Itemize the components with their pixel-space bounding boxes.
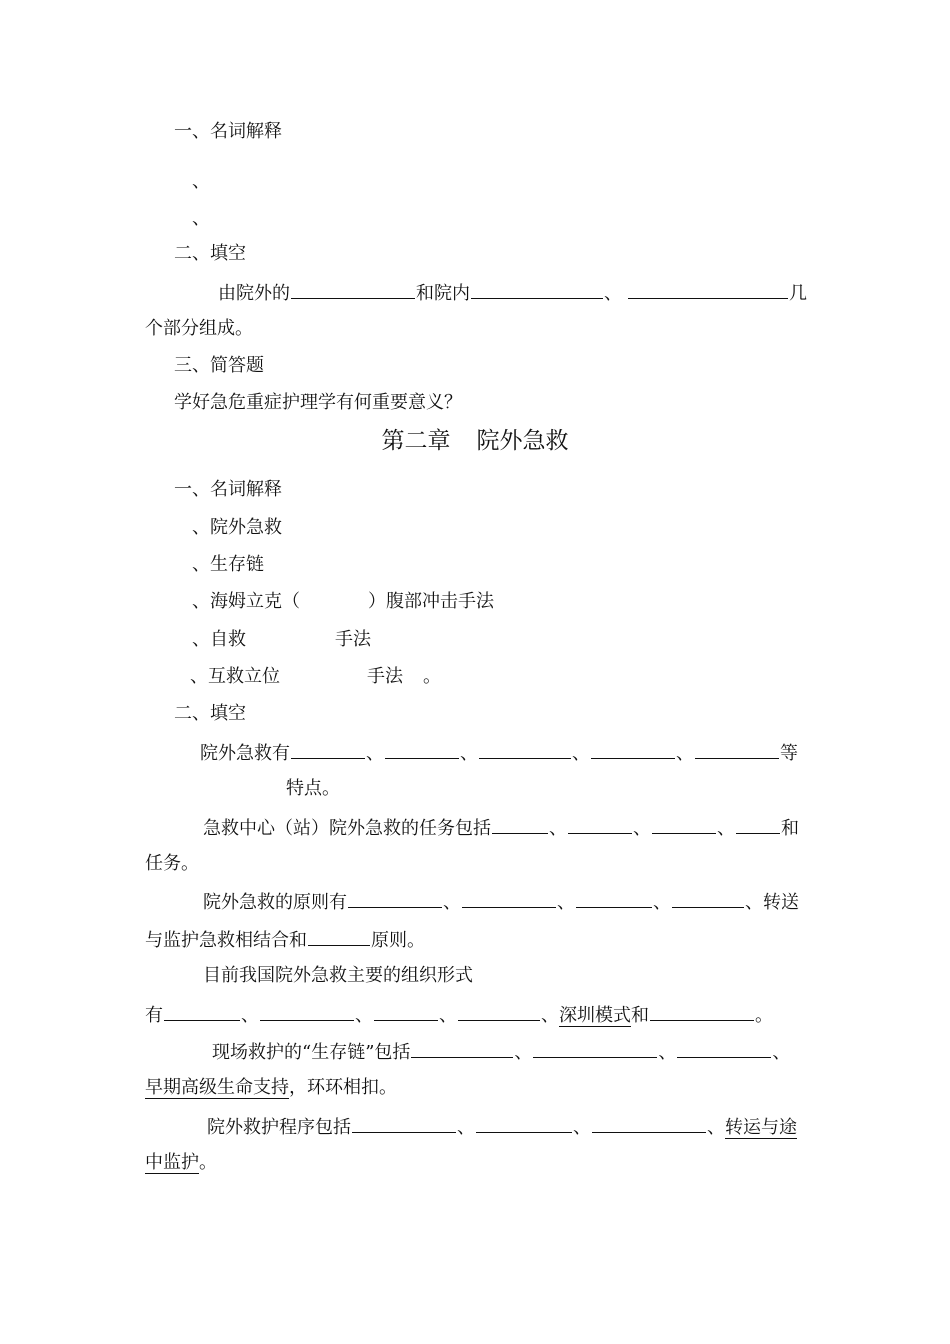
answer-filled: 深圳模式	[559, 1005, 631, 1026]
term-item: 、	[192, 208, 210, 229]
question-text: 和	[781, 818, 799, 839]
term-text: 。	[423, 666, 441, 687]
question-text: 、	[457, 1117, 475, 1138]
chapter-number: 第二章	[381, 428, 451, 454]
question-continuation: 任务。	[145, 853, 199, 874]
question-text: 院外急救有	[200, 743, 290, 764]
answer-blank[interactable]	[260, 1002, 354, 1021]
question-text: 。	[199, 1152, 217, 1173]
question-continuation: 特点。	[286, 778, 340, 799]
question-continuation	[145, 1151, 217, 1175]
answer-blank[interactable]	[348, 889, 442, 908]
question-text: 、	[514, 1042, 533, 1063]
section-heading-terms: 一、名词解释	[174, 479, 282, 500]
answer-blank[interactable]	[308, 927, 370, 946]
question-text: 院外急救的原则有	[203, 892, 347, 913]
question-text: ，环环相扣。	[289, 1077, 397, 1098]
fill-question	[203, 889, 799, 913]
term-item	[190, 665, 441, 689]
question-text: 、	[549, 818, 567, 839]
answer-blank[interactable]	[677, 1039, 771, 1058]
answer-blank[interactable]	[374, 1002, 438, 1021]
answer-blank[interactable]	[352, 1114, 456, 1133]
question-text: 由院外的	[218, 283, 290, 304]
answer-blank[interactable]	[476, 1114, 572, 1133]
question-continuation	[145, 1002, 773, 1026]
section-heading-fill: 二、填空	[174, 243, 246, 264]
question-text: 、转送	[745, 892, 799, 913]
answer-blank[interactable]	[458, 1002, 540, 1021]
question-text: 等	[780, 743, 798, 764]
question-text: 、	[355, 1005, 373, 1026]
term-text: 手法	[367, 666, 403, 687]
term-item: 、生存链	[192, 554, 264, 575]
question-text: 有	[145, 1005, 163, 1026]
question-text: 。	[755, 1005, 773, 1026]
answer-blank[interactable]	[672, 889, 744, 908]
fill-question	[212, 1039, 790, 1063]
question-text: 、	[604, 283, 622, 304]
question-text: 、	[772, 1042, 791, 1063]
question-text: 、	[557, 892, 575, 913]
term-item: 、院外急救	[192, 517, 282, 538]
question-text: 和	[631, 1005, 649, 1026]
question-text: 、	[676, 743, 694, 764]
question-text: 、	[717, 818, 735, 839]
term-text: 、自救	[192, 629, 246, 650]
term-text: 手法	[335, 629, 371, 650]
question-text: 、	[572, 743, 590, 764]
term-item: 、	[192, 171, 210, 192]
question-text: 和院内	[416, 283, 470, 304]
question-text: 、	[439, 1005, 457, 1026]
question-text: 、	[658, 1042, 677, 1063]
answer-blank[interactable]	[462, 889, 556, 908]
answer-blank[interactable]	[291, 740, 365, 759]
term-text: ）腹部冲击手法	[368, 591, 494, 612]
answer-blank[interactable]	[695, 740, 779, 759]
answer-blank[interactable]	[411, 1039, 513, 1058]
fill-question: 目前我国院外急救主要的组织形式	[203, 965, 473, 986]
answer-filled: 转运与途	[725, 1117, 797, 1138]
answer-blank[interactable]	[652, 815, 716, 834]
answer-blank[interactable]	[736, 815, 780, 834]
chapter-name: 院外急救	[476, 428, 569, 454]
fill-question	[207, 1114, 797, 1138]
answer-blank[interactable]	[164, 1002, 240, 1021]
chapter-title	[0, 426, 950, 456]
answer-filled: 早期高级生命支持	[145, 1077, 289, 1098]
question-text: 、	[541, 1005, 559, 1026]
question-text: 急救中心（站）院外急救的任务包括	[203, 818, 491, 839]
fill-question	[200, 740, 798, 764]
answer-filled: 中监护	[145, 1152, 199, 1173]
question-continuation	[145, 1076, 397, 1100]
term-item	[192, 628, 371, 652]
question-text: 、	[633, 818, 651, 839]
question-text: 与监护急救相结合和	[145, 930, 307, 951]
answer-blank[interactable]	[492, 815, 548, 834]
section-heading-short-answer: 三、简答题	[174, 355, 264, 376]
question-text: 、	[573, 1117, 591, 1138]
question-text: 、	[241, 1005, 259, 1026]
question-continuation: 个部分组成。	[145, 318, 253, 339]
answer-blank[interactable]	[592, 1114, 706, 1133]
answer-blank[interactable]	[291, 280, 415, 299]
question-text: 、	[460, 743, 478, 764]
question-text: 、	[707, 1117, 725, 1138]
answer-blank[interactable]	[533, 1039, 657, 1058]
answer-blank[interactable]	[568, 815, 632, 834]
answer-blank[interactable]	[471, 280, 603, 299]
answer-blank[interactable]	[576, 889, 652, 908]
short-answer-question: 学好急危重症护理学有何重要意义？	[174, 392, 462, 413]
question-continuation	[145, 927, 425, 951]
answer-blank[interactable]	[650, 1002, 754, 1021]
term-text: 、互救立位	[190, 666, 280, 687]
answer-blank[interactable]	[479, 740, 571, 759]
answer-blank[interactable]	[591, 740, 675, 759]
question-text: 、	[653, 892, 671, 913]
section-heading-terms: 一、名词解释	[174, 121, 282, 142]
fill-question	[218, 280, 807, 304]
question-text: 、	[366, 743, 384, 764]
fill-question	[203, 815, 799, 839]
question-text: 现场救护的“生存链”包括	[212, 1042, 411, 1063]
question-text: 几	[789, 283, 807, 304]
answer-blank[interactable]	[385, 740, 459, 759]
question-text: 、	[443, 892, 461, 913]
question-text: 院外救护程序包括	[207, 1117, 351, 1138]
answer-blank[interactable]	[628, 280, 788, 299]
term-item	[192, 590, 494, 614]
question-text: 原则。	[371, 930, 425, 951]
term-text: 、海姆立克（	[192, 591, 300, 612]
section-heading-fill: 二、填空	[174, 703, 246, 724]
